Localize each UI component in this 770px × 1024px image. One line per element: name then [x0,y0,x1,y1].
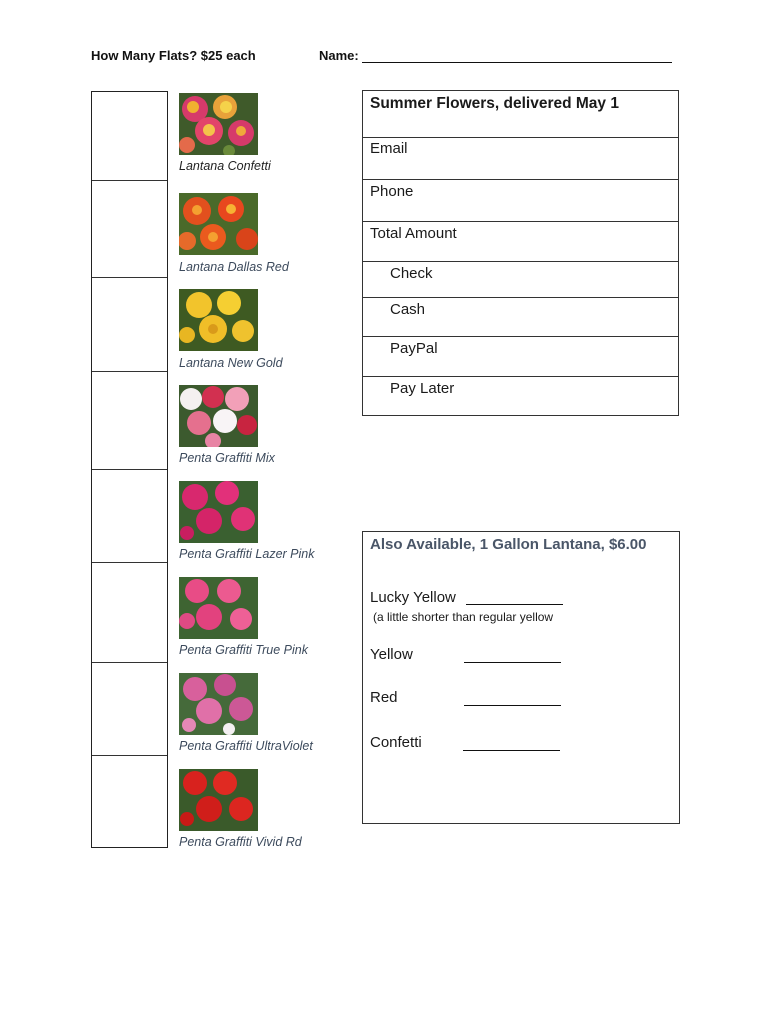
payment-paypal-row[interactable] [363,337,678,377]
flower-label: Penta Graffiti UltraViolet [179,739,313,753]
penta-graffiti-mix-photo [179,385,258,447]
order-box-title: Summer Flowers, delivered May 1 [370,95,619,112]
qty-cell-penta-ultraviolet[interactable] [92,663,167,756]
red-blank[interactable] [464,691,561,706]
total-row[interactable] [363,222,678,262]
quantity-column [91,91,168,848]
flower-label: Penta Graffiti Vivid Rd [179,835,302,849]
qty-cell-penta-vivid-red[interactable] [92,756,167,849]
payment-cash-label: Cash [390,301,426,318]
name-label: Name: [319,48,359,63]
lucky-yellow-blank[interactable] [466,590,563,605]
also-available-box [362,531,680,824]
qty-cell-penta-lazer-pink[interactable] [92,470,167,563]
lucky-yellow-note: (a little shorter than regular yellow [373,610,554,624]
flower-label: Penta Graffiti True Pink [179,643,308,657]
flower-label: Penta Graffiti Mix [179,451,275,465]
lucky-yellow-label: Lucky Yellow [370,589,456,606]
yellow-label: Yellow [370,646,413,663]
flats-price-label: How Many Flats? $25 each [91,48,256,63]
total-amount-label: Total Amount [370,225,457,242]
flower-label: Lantana Confetti [179,159,271,173]
penta-graffiti-lazer-pink-photo [179,481,258,543]
lantana-new-gold-photo [179,289,258,351]
flower-label: Lantana New Gold [179,356,283,370]
penta-graffiti-true-pink-photo [179,577,258,639]
payment-pay-later-label: Pay Later [390,380,455,397]
email-label: Email [370,140,408,157]
yellow-blank[interactable] [464,648,561,663]
payment-cash-row[interactable] [363,298,678,337]
order-title-row [363,91,678,138]
flower-label: Penta Graffiti Lazer Pink [179,547,315,561]
payment-check-row[interactable] [363,262,678,298]
also-available-title: Also Available, 1 Gallon Lantana, $6.00 [370,536,647,553]
payment-pay-later-row[interactable] [363,377,678,415]
confetti-label: Confetti [370,734,422,751]
phone-label: Phone [370,183,414,200]
payment-check-label: Check [390,265,433,282]
qty-cell-lantana-new-gold[interactable] [92,278,167,372]
name-field-line[interactable] [362,48,672,63]
phone-row[interactable] [363,180,678,222]
qty-cell-lantana-dallas-red[interactable] [92,181,167,278]
order-info-box [362,90,679,416]
qty-cell-penta-graffiti-mix[interactable] [92,372,167,470]
penta-graffiti-vivid-red-photo [179,769,258,831]
confetti-blank[interactable] [463,736,560,751]
email-row[interactable] [363,138,678,180]
flower-label: Lantana Dallas Red [179,260,289,274]
qty-cell-penta-true-pink[interactable] [92,563,167,663]
payment-paypal-label: PayPal [390,340,438,357]
lantana-dallas-red-photo [179,193,258,255]
penta-graffiti-ultraviolet-photo [179,673,258,735]
red-label: Red [370,689,398,706]
qty-cell-lantana-confetti[interactable] [92,92,167,181]
lantana-confetti-photo [179,93,258,155]
